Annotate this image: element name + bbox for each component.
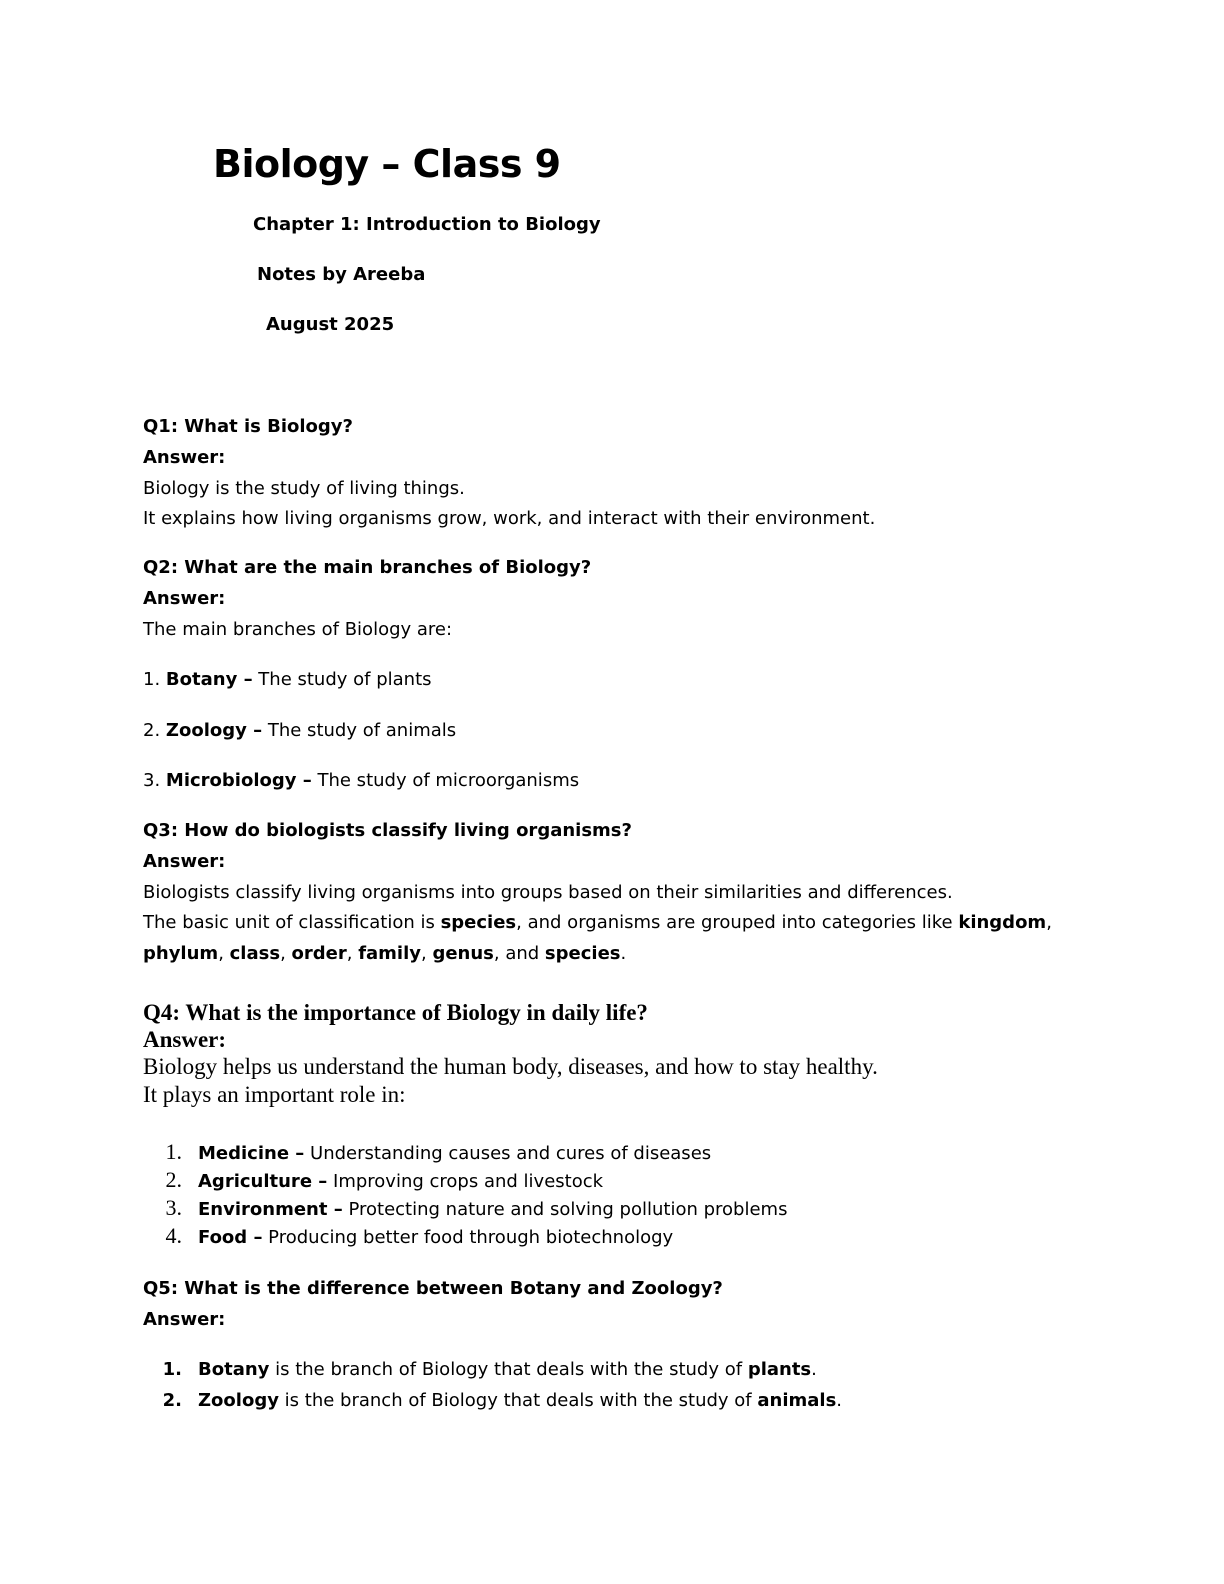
text: ,	[218, 943, 230, 964]
q3-answer-line	[143, 912, 1052, 933]
list-item	[143, 770, 579, 791]
list-item	[128, 1359, 817, 1380]
term: species	[440, 912, 517, 933]
branch-desc: The study of animals	[262, 720, 457, 741]
branch-term: Botany –	[165, 669, 253, 690]
text: is the branch of Biology that deals with the study of	[269, 1359, 748, 1380]
text: is the branch of Biology that deals with the study of	[278, 1390, 758, 1411]
list-item	[128, 1390, 842, 1411]
date-line: August 2025	[266, 314, 395, 335]
q1-question: Q1: What is Biology?	[143, 416, 353, 437]
q2-intro: The main branches of Biology are:	[143, 619, 453, 640]
role-desc: Protecting nature and solving pollution problems	[342, 1199, 788, 1220]
role-term: Agriculture –	[198, 1171, 328, 1192]
q3-answer-label: Answer:	[143, 851, 226, 872]
text: ,	[1046, 912, 1052, 933]
branch-desc: The study of microorganisms	[311, 770, 580, 791]
branch-term: Microbiology –	[165, 770, 312, 791]
text: .	[620, 943, 627, 964]
q1-answer-line: It explains how living organisms grow, work, and interact with their environment.	[143, 508, 876, 529]
page-title: Biology – Class 9	[213, 142, 561, 186]
list-number: 1.	[165, 1139, 182, 1164]
q5-question: Q5: What is the difference between Botany and Zoology?	[143, 1278, 723, 1299]
author-line: Notes by Areeba	[257, 264, 426, 285]
term: plants	[747, 1359, 812, 1380]
role-term: Environment –	[198, 1199, 343, 1220]
list-item	[128, 1195, 787, 1221]
q5-answer-label: Answer:	[143, 1309, 226, 1330]
role-desc: Improving crops and livestock	[327, 1171, 604, 1192]
role-term: Food –	[198, 1227, 263, 1248]
role-desc: Understanding causes and cures of diseases	[304, 1143, 712, 1164]
list-item	[143, 669, 432, 690]
list-item	[128, 1223, 673, 1249]
list-item	[128, 1139, 711, 1165]
text: , and	[493, 943, 545, 964]
list-number: 3.	[143, 770, 161, 791]
text: .	[836, 1390, 843, 1411]
term: order	[291, 943, 347, 964]
role-term: Medicine –	[198, 1143, 305, 1164]
text: ,	[421, 943, 433, 964]
branch-term: Zoology –	[165, 720, 263, 741]
branch-term: Zoology	[198, 1390, 279, 1411]
list-number: 3.	[165, 1195, 182, 1220]
q4-answer-line: Biology helps us understand the human body, diseases, and how to stay healthy.	[143, 1054, 878, 1079]
q4-answer-label: Answer:	[143, 1027, 227, 1052]
q1-answer-line: Biology is the study of living things.	[143, 478, 465, 499]
list-number: 2.	[165, 1167, 182, 1192]
term: kingdom	[958, 912, 1047, 933]
text: , and organisms are grouped into categories like	[516, 912, 959, 933]
list-item	[143, 720, 456, 741]
list-number: 1.	[162, 1359, 182, 1380]
q2-question: Q2: What are the main branches of Biology?	[143, 557, 592, 578]
q4-question: Q4: What is the importance of Biology in daily life?	[143, 1000, 648, 1025]
term: class	[229, 943, 281, 964]
term: family	[358, 943, 421, 964]
list-number: 2.	[143, 720, 161, 741]
branch-desc: The study of plants	[252, 669, 432, 690]
term: animals	[757, 1390, 837, 1411]
q3-answer-line	[143, 943, 626, 964]
term: species	[544, 943, 621, 964]
list-item	[128, 1167, 603, 1193]
list-number: 1.	[143, 669, 161, 690]
q4-answer-line: It plays an important role in:	[143, 1082, 406, 1107]
text: ,	[346, 943, 359, 964]
text: .	[811, 1359, 817, 1380]
q3-question: Q3: How do biologists classify living organisms?	[143, 820, 632, 841]
chapter-subtitle: Chapter 1: Introduction to Biology	[253, 214, 601, 235]
q3-answer-line: Biologists classify living organisms into groups based on their similarities and differences.	[143, 882, 953, 903]
role-desc: Producing better food through biotechnology	[262, 1227, 674, 1248]
text: ,	[280, 943, 292, 964]
q2-answer-label: Answer:	[143, 588, 226, 609]
list-number: 4.	[165, 1223, 182, 1248]
text: The basic unit of classification is	[143, 912, 441, 933]
branch-term: Botany	[198, 1359, 270, 1380]
q1-answer-label: Answer:	[143, 447, 226, 468]
term: genus	[432, 943, 494, 964]
term: phylum	[143, 943, 219, 964]
list-number: 2.	[162, 1390, 182, 1411]
